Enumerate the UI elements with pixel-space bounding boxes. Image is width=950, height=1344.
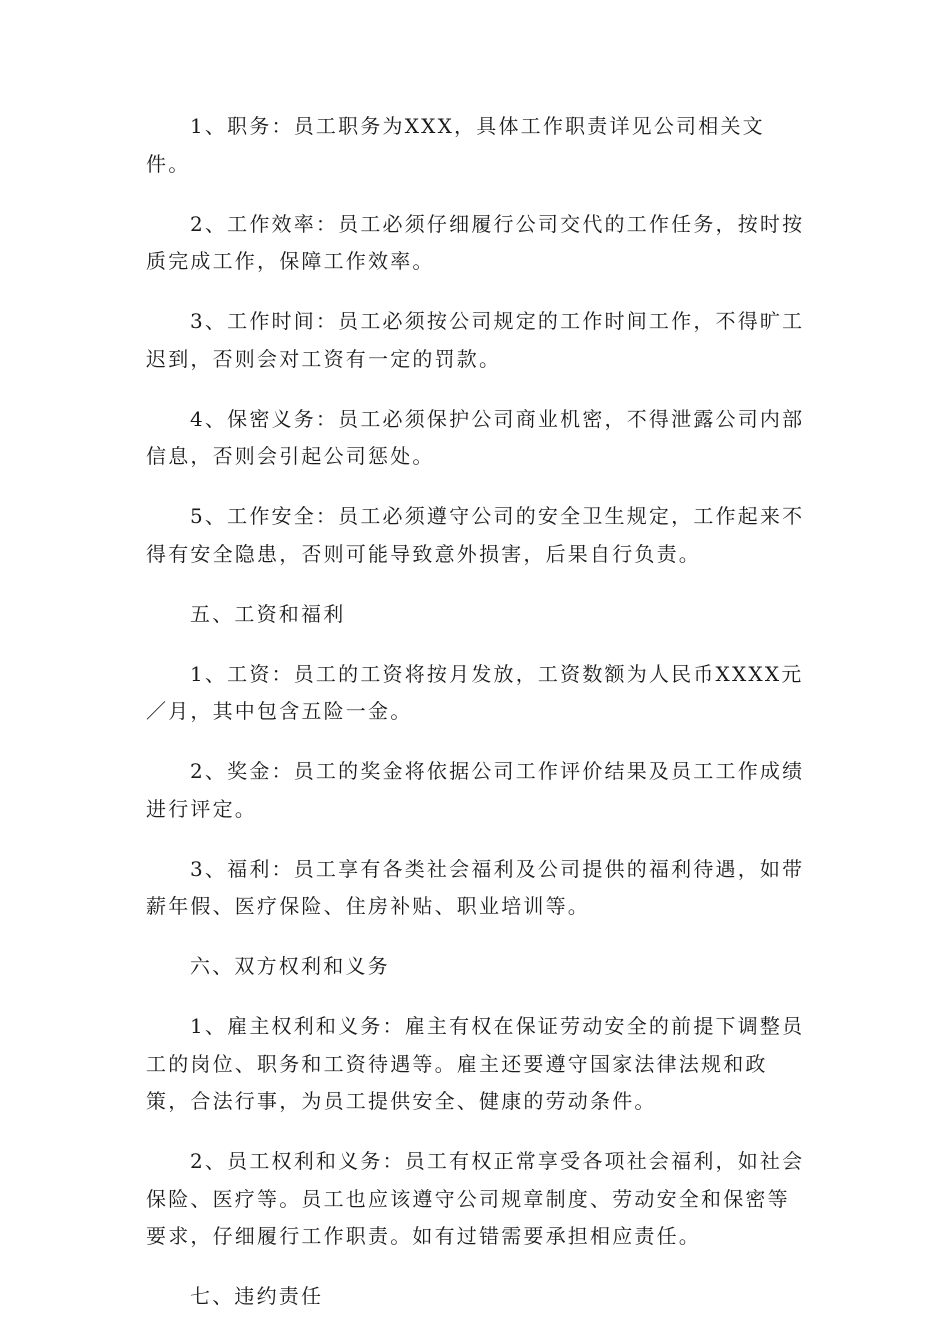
- clause-employee-rights: 2、员工权利和义务：员工有权正常享受各项社会福利，如社会保险、医疗等。员工也应该遵守公司规章制度、劳动安全和保密等要求，仔细履行工作职责。如有过错需要承担相应责任。: [146, 1149, 805, 1248]
- document-page: [146, 108, 808, 1338]
- clause-work-safety: 5、工作安全：员工必须遵守公司的安全卫生规定，工作起来不得有安全隐患，否则可能导致意外损害，后果自行负责。: [146, 504, 805, 566]
- clause-bonus: 2、奖金：员工的奖金将依据公司工作评价结果及员工工作成绩进行评定。: [146, 759, 805, 821]
- section-heading-rights-obligations: 六、双方权利和义务: [190, 954, 390, 978]
- clause-working-hours: 3、工作时间：员工必须按公司规定的工作时间工作，不得旷工迟到，否则会对工资有一定的罚款。: [146, 309, 805, 371]
- clause-salary: 1、工资：员工的工资将按月发放，工资数额为人民币XXXX元／月，其中包含五险一金。: [146, 661, 804, 723]
- clause-benefits: 3、福利：员工享有各类社会福利及公司提供的福利待遇，如带薪年假、医疗保险、住房补贴、职业培训等。: [146, 856, 805, 918]
- clause-efficiency: 2、工作效率：员工必须仔细履行公司交代的工作任务，按时按质完成工作，保障工作效率。: [146, 211, 805, 273]
- clause-employer-rights: 1、雇主权利和义务：雇主有权在保证劳动安全的前提下调整员工的岗位、职务和工资待遇等。雇主还要遵守国家法律法规和政策，合法行事，为员工提供安全、健康的劳动条件。: [146, 1014, 805, 1113]
- section-heading-salary-benefits: 五、工资和福利: [190, 601, 346, 626]
- section-heading-breach-liability: 七、违约责任: [190, 1284, 324, 1308]
- clause-duty: 1、职务：员工职务为XXX，具体工作职责详见公司相关文件。: [146, 114, 765, 176]
- clause-confidentiality: 4、保密义务：员工必须保护公司商业机密，不得泄露公司内部信息，否则会引起公司惩处。: [146, 406, 805, 468]
